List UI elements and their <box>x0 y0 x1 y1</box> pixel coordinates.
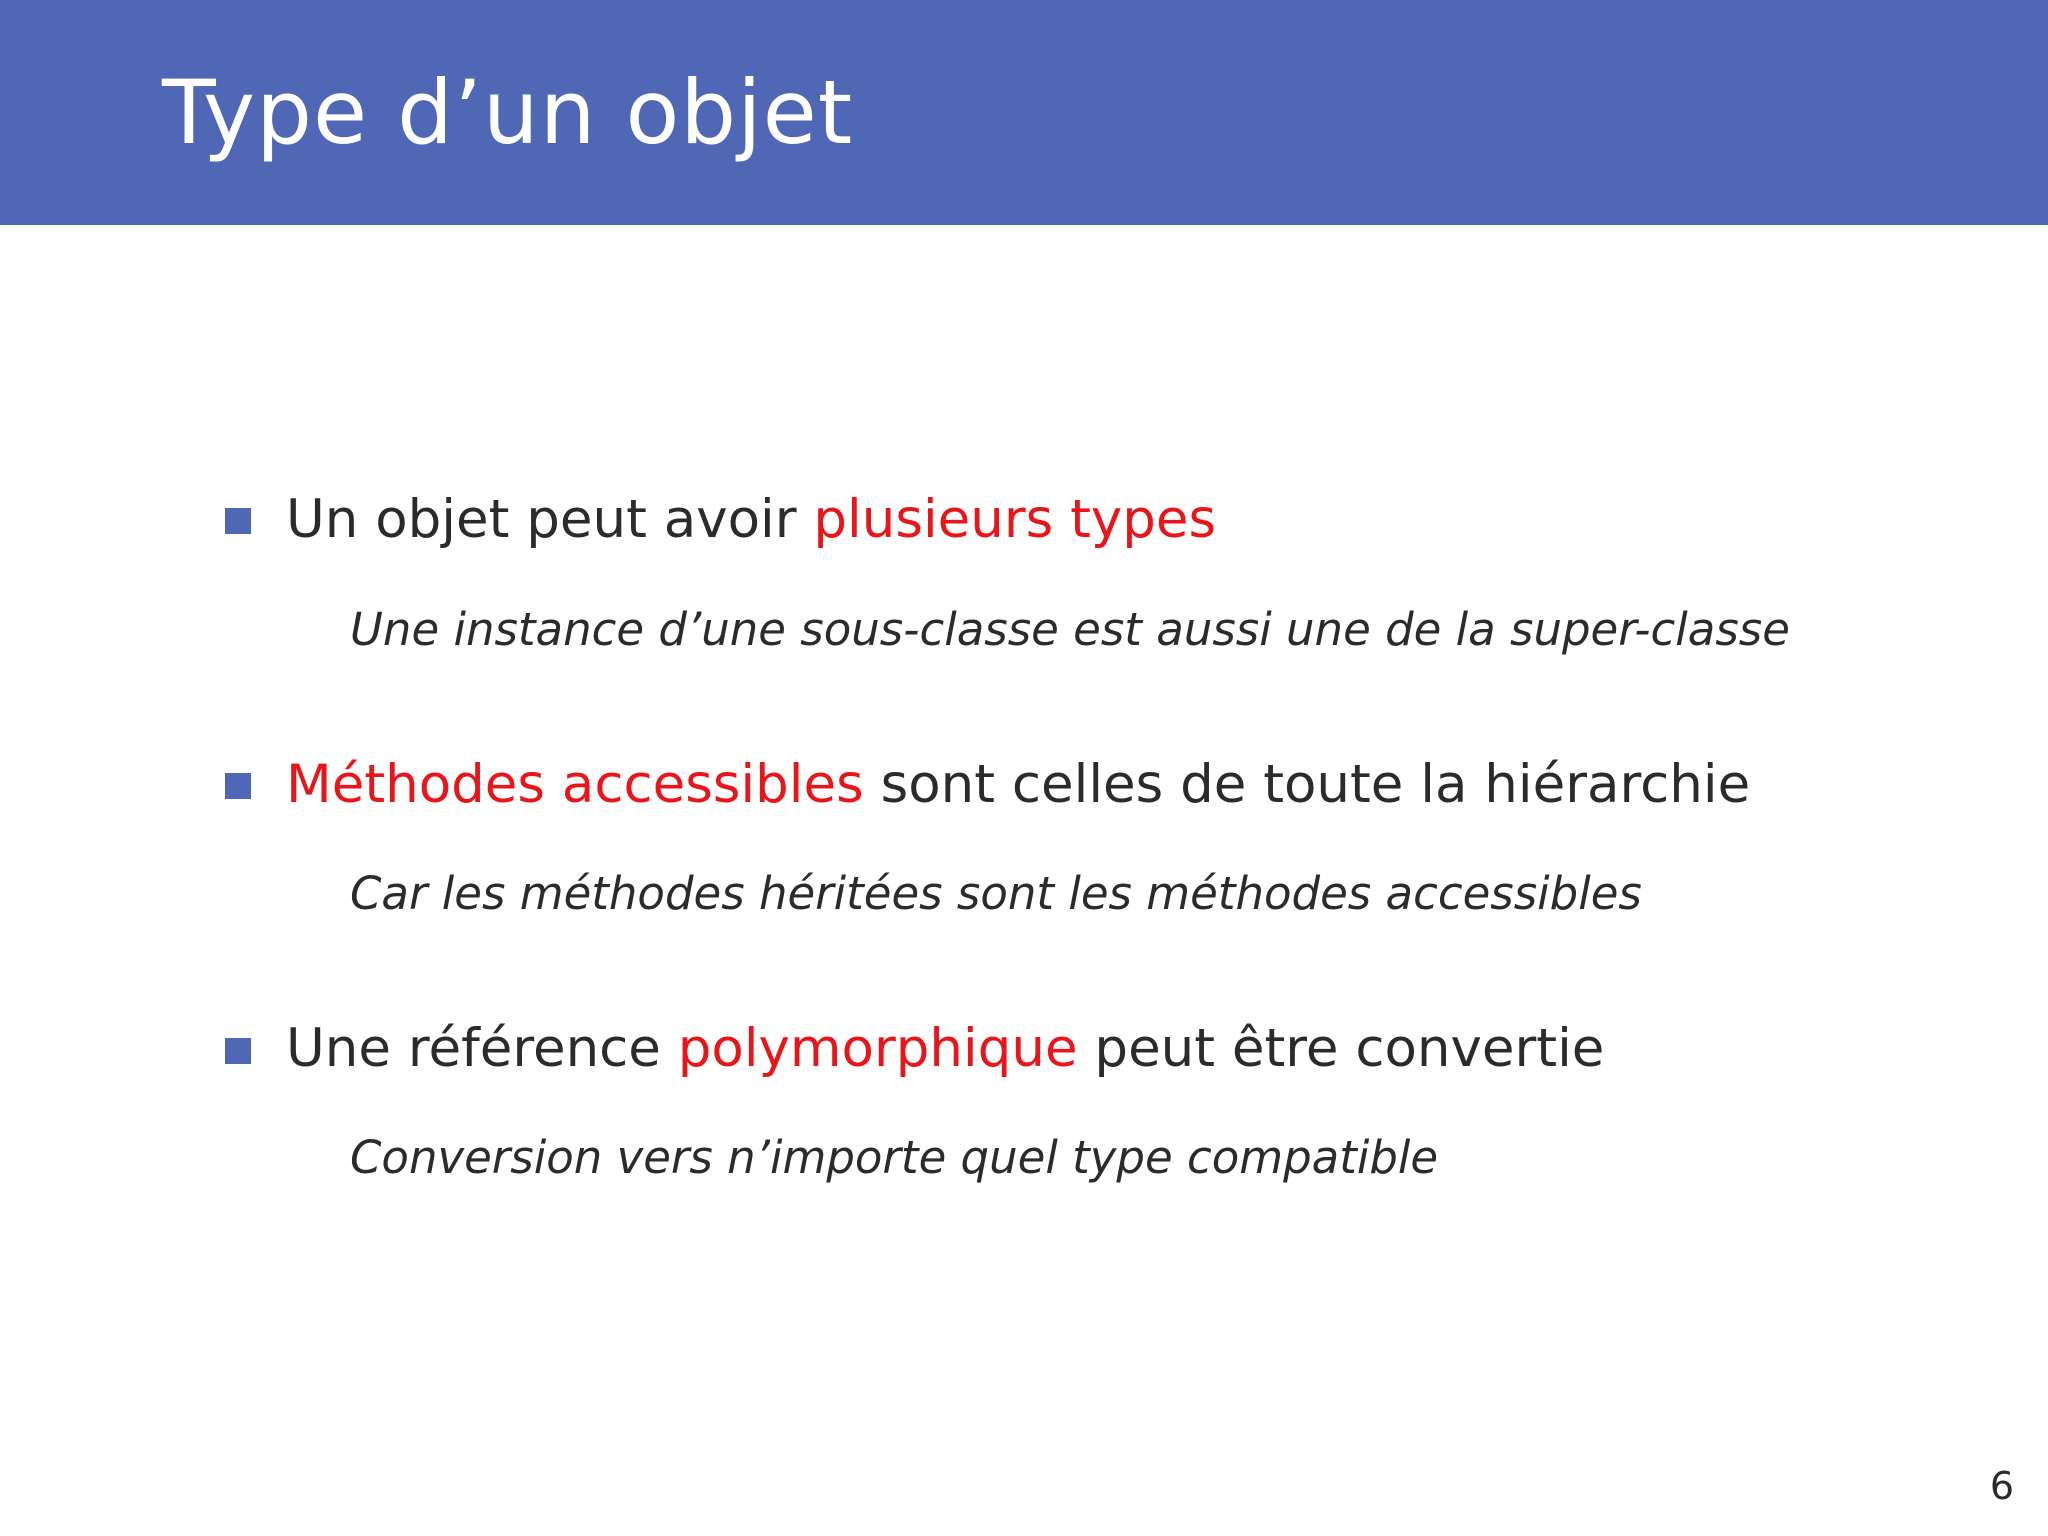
bullet-sub-text: Conversion vers n’importe quel type compatible <box>350 1131 1439 1184</box>
slide-title: Type d’un objet <box>162 61 854 164</box>
highlighted-text: Méthodes accessibles <box>286 754 864 815</box>
highlighted-text: plusieurs types <box>813 489 1217 550</box>
bullet-main-text <box>286 485 1216 555</box>
highlighted-text: polymorphique <box>677 1018 1078 1079</box>
bullet-main-text <box>286 750 1750 820</box>
square-bullet-icon <box>225 1038 251 1064</box>
square-bullet-icon <box>225 773 251 799</box>
main-text-after: sont celles de toute la hiérarchie <box>863 754 1751 815</box>
main-text-after: peut être convertie <box>1077 1018 1605 1079</box>
main-text-before: Un objet peut avoir <box>286 489 814 550</box>
title-bar <box>0 0 2048 225</box>
main-text-before: Une référence <box>286 1018 678 1079</box>
bullet-main-text <box>286 1014 1604 1084</box>
bullet-sub-text: Car les méthodes héritées sont les méthodes accessibles <box>350 867 1642 920</box>
bullet-sub-text: Une instance d’une sous-classe est aussi une de la super-classe <box>350 603 1790 656</box>
page-number: 6 <box>1989 1464 2014 1508</box>
square-bullet-icon <box>225 508 251 534</box>
